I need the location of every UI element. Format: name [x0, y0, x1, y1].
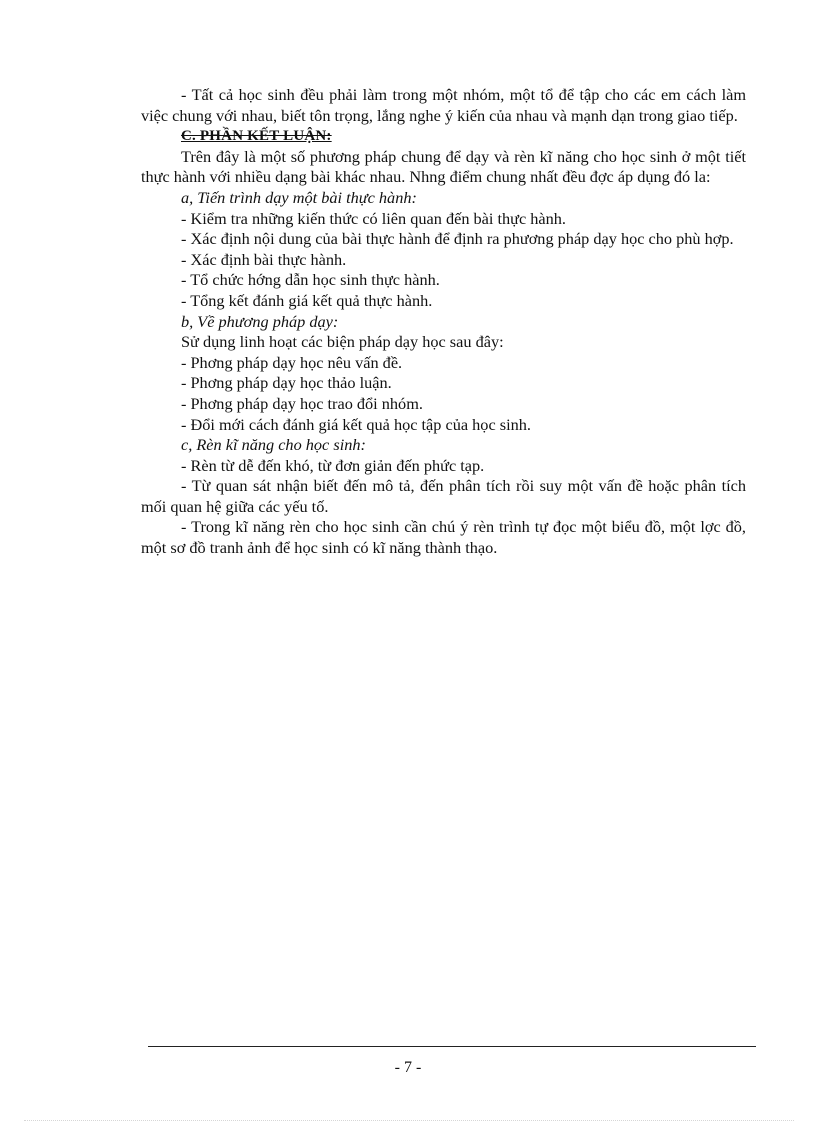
list-item: - Phơng pháp dạy học trao đổi nhóm.: [181, 393, 423, 413]
list-item: - Phơng pháp dạy học nêu vấn đề.: [181, 352, 403, 372]
section-heading-conclusion: C. PHẦN KẾT LUẬN:: [181, 128, 332, 145]
page-number: - 7 -: [394, 1059, 422, 1076]
list-item: - Tổ chức hớng dẫn học sinh thực hành.: [181, 270, 440, 290]
footer-divider: [148, 1046, 756, 1047]
methods-intro: Sử dụng linh hoạt các biện pháp dạy học sau đây:: [181, 332, 504, 352]
list-item: - Trong kĩ năng rèn cho học sinh cần chú ý rèn trình tự đọc một biểu đồ, một lợc đồ, một sơ đồ tranh ảnh để học sinh có kĩ năng thành thạo.: [141, 517, 746, 558]
subheading-skill-training: c, Rèn kĩ năng cho học sinh:: [181, 435, 366, 455]
list-item: - Rèn từ dễ đến khó, từ đơn giản đến phức tạp.: [181, 455, 485, 475]
conclusion-paragraph: Trên đây là một số phương pháp chung để dạy và rèn kĩ năng cho học sinh ở một tiết thực hành với nhiều dạng bài khác nhau. Nhng điểm chung nhất đều đợc áp dụng đó la:: [141, 146, 746, 187]
list-item: - Xác định nội dung của bài thực hành để định ra phương pháp dạy học cho phù hợp.: [181, 229, 734, 249]
list-item: - Xác định bài thực hành.: [181, 249, 347, 269]
list-item: - Từ quan sát nhận biết đến mô tả, đến phân tích rồi suy một vấn đề hoặc phân tích mối quan hệ giữa các yếu tố.: [141, 476, 746, 516]
subheading-teaching-methods: b, Về phương pháp dạy:: [181, 311, 339, 331]
list-item: - Đổi mới cách đánh giá kết quả học tập của học sinh.: [181, 414, 531, 434]
subheading-teaching-process: a, Tiến trình dạy một bài thực hành:: [181, 187, 417, 207]
list-item: - Phơng pháp dạy học thảo luận.: [181, 373, 392, 393]
page-bottom-edge: [24, 1120, 794, 1121]
intro-paragraph: - Tất cả học sinh đều phải làm trong một nhóm, một tổ để tập cho các em cách làm việc chung với nhau, biết tôn trọng, lắng nghe ý kiến của nhau và mạnh dạn trong giao tiếp.: [141, 85, 746, 125]
page-body: [141, 85, 746, 559]
list-item: - Kiểm tra những kiến thức có liên quan đến bài thực hành.: [181, 208, 567, 228]
list-item: - Tổng kết đánh giá kết quả thực hành.: [181, 290, 433, 310]
